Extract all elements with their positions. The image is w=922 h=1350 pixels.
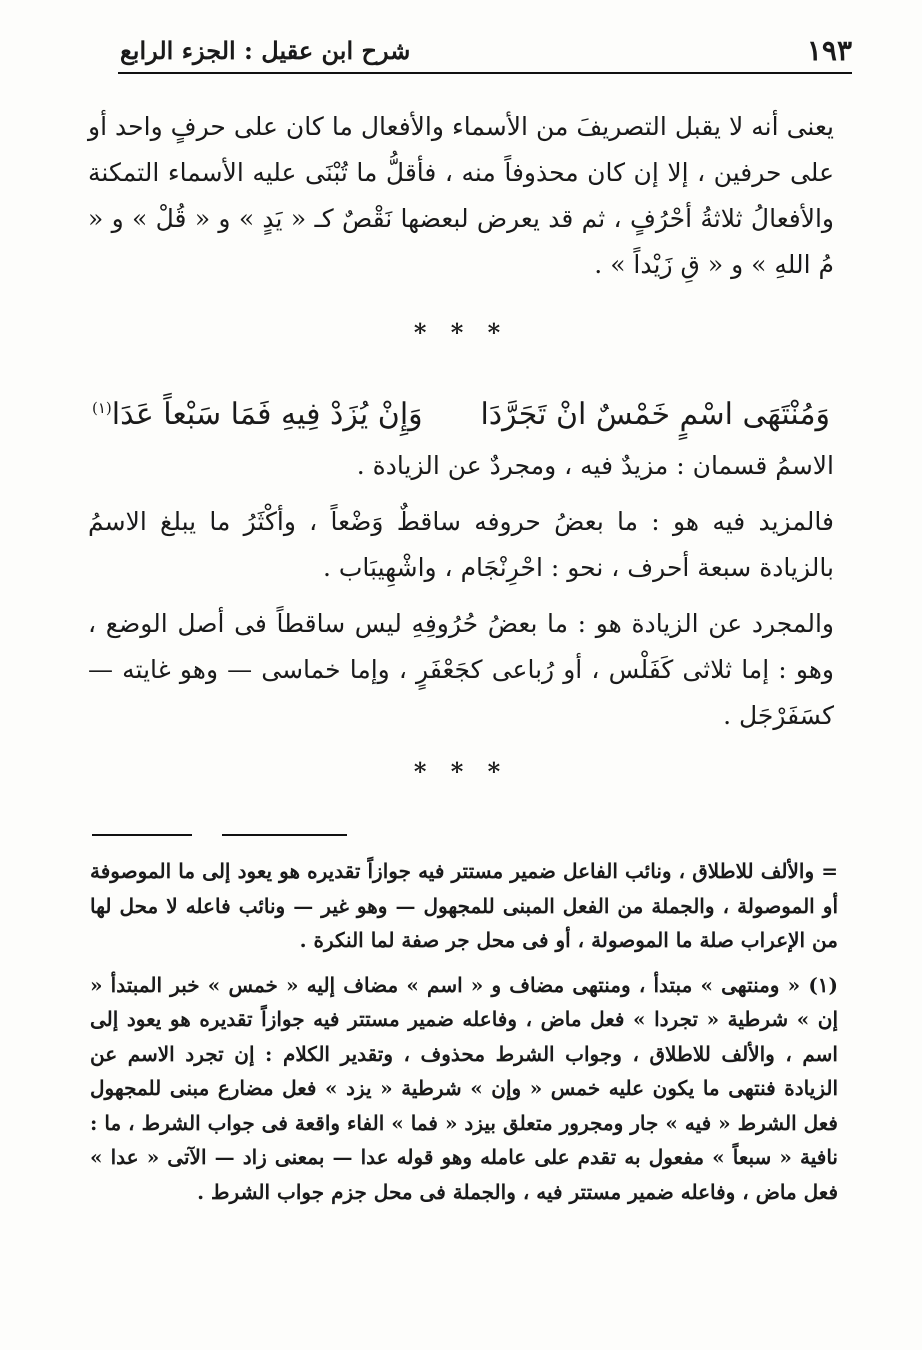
footnote-marker: (١) bbox=[92, 399, 112, 417]
verse-line bbox=[88, 380, 834, 443]
running-title: شرح ابن عقيل : الجزء الرابع bbox=[120, 35, 411, 65]
page-number: ١٩٣ bbox=[806, 33, 852, 67]
commentary-paragraph: يعنى أنه لا يقبل التصريفَ من الأسماء والأفعال ما كان على حرفٍ واحد أو على حرفين ، إلا إن كان محذوفاً منه ، فأقلُّ ما تُبْنَى عليه الأسماء التمكنة والأفعالُ ثلاثةُ أحْرُفٍ ، ثم قد يعرض لبعضها نَقْصٌ كـ « يَدٍ » و « قُلْ » و « مُ اللهِ » و « قِ زَيْداً » . bbox=[88, 112, 834, 279]
footnote-text: « ومنتهى » مبتدأ ، ومنتهى مضاف و « اسم » مضاف إليه « خمس » خبر المبتدأ « إن » شرطية « تجردا » فعل ماض ، وفاعله ضمير مستتر فيه جوازاً تقديره هو يعود إلى اسم ، والألف للاطلاق ، وجواب الشرط محذوف ، وتقدير الكلام : إن تجرد الاسم عن الزيادة فنتهى ما يكون عليه خمس « وإن » شرطية « يزد » فعل مضارع مبنى للمجهول فعل الشرط « فيه » جار ومجرور متعلق بيزد « فما » الفاء واقعة فى جواب الشرط ، ما : نافية « سبعاً » مفعول به تقدم على عامله وهو قوله عدا — بمعنى زاد — الآتى « عدا » فعل ماض ، وفاعله ضمير مستتر فيه ، والجملة فى محل جزم جواب الشرط . bbox=[90, 972, 838, 1204]
section-separator: * * * bbox=[413, 757, 509, 786]
header-rule bbox=[118, 72, 852, 74]
footnote-number: (١) bbox=[808, 972, 838, 997]
verse-hemistich-first: وَمُنْتَهَى اسْمٍ خَمْسٌ انْ تَجَرَّدَا bbox=[480, 397, 830, 432]
footnote-1 bbox=[90, 968, 838, 1210]
footnote-continuation: = والألف للاطلاق ، ونائب الفاعل ضمير مستتر فيه جوازاً تقديره هو يعود إلى ما الموصوفة أو الموصولة ، والجملة من الفعل المبنى للمجهول — وهو غير — ونائب فاعله لا محل لها من الإعراب صلة ما الموصولة ، أو فى محل جر صفة لما النكرة . bbox=[90, 859, 838, 952]
page-header bbox=[120, 28, 852, 72]
main-text bbox=[88, 104, 834, 795]
section-separator: * * * bbox=[413, 318, 509, 347]
verse-hemistich-second: وَإِنْ يُزَدْ فِيهِ فَمَا سَبْعاً عَدَا$^{(١)}$ bbox=[92, 397, 423, 432]
footnotes bbox=[90, 854, 838, 1209]
commentary-paragraph: الاسمُ قسمان : مزيدٌ فيه ، ومجردٌ عن الزيادة . bbox=[356, 451, 834, 480]
commentary-paragraph: فالمزيد فيه هو : ما بعضُ حروفه ساقطٌ وَضْعاً ، وأكْثَرُ ما يبلغ الاسمُ بالزيادة سبعة أحرف ، نحو : احْرِنْجَام ، واشْهِيبَاب . bbox=[88, 507, 834, 582]
commentary-paragraph: والمجرد عن الزيادة هو : ما بعضُ حُرُوفِهِ ليس ساقطاً فى أصل الوضع ، وهو : إما ثلاثى كَفَلْس ، أو رُباعى كجَعْفَرٍ ، وإما خماسى — وهو غايته — كسَفَرْجَل . bbox=[88, 609, 834, 730]
footnote-divider bbox=[92, 834, 352, 836]
